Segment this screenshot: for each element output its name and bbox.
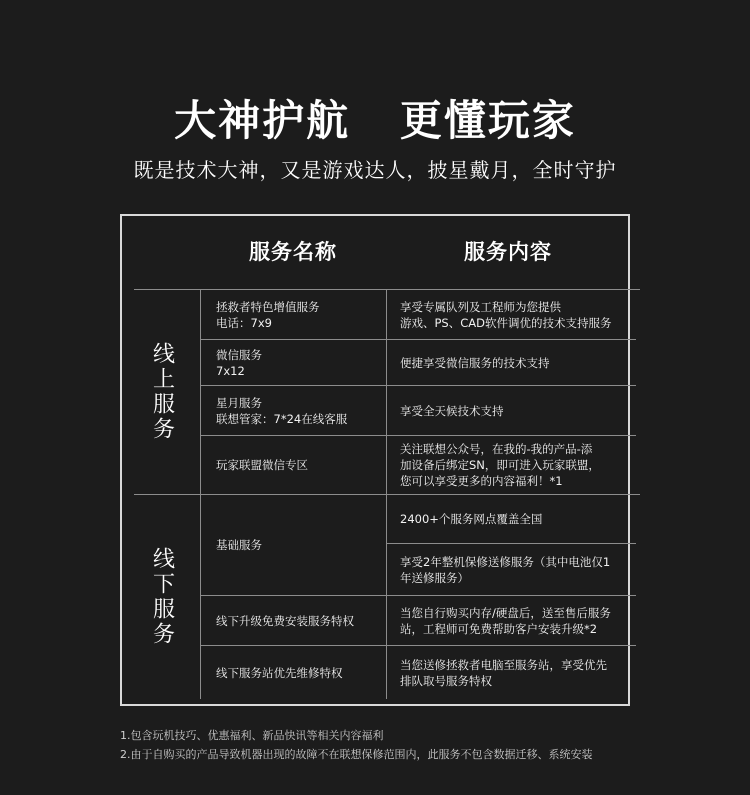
service-name-cell — [216, 340, 384, 385]
service-name-cell — [216, 436, 384, 494]
category-online-services: 线上服务 — [149, 341, 175, 442]
column-header-service-content: 服务内容 — [464, 240, 552, 264]
service-content-line: 享受2年整机保修送修服务（其中电池仅1 — [400, 554, 611, 569]
footnote: 1.包含玩机技巧、优惠福利、新品快讯等相关内容福利 — [120, 729, 384, 742]
footnote: 2.由于自购买的产品导致机器出现的故障不在联想保修范围内，此服务不包含数据迁移、系统安装 — [120, 748, 593, 761]
service-content-line: 当您自行购买内存/硬盘后，送至售后服务 — [400, 605, 611, 620]
service-name-line: 基础服务 — [216, 538, 262, 552]
service-name-cell — [216, 290, 384, 339]
service-content-line: 关注联想公众号，在我的-我的产品-添 — [400, 442, 593, 456]
column-header-service-name: 服务名称 — [249, 240, 337, 264]
service-name-cell — [216, 386, 384, 435]
service-content-cell — [400, 436, 636, 494]
service-content-line: 享受全天候技术支持 — [400, 403, 504, 418]
service-content-line: 您可以享受更多的内容福利！*1 — [400, 474, 563, 488]
divider-column — [200, 289, 201, 699]
service-name-cell — [216, 646, 384, 699]
page-title: 大神护航 更懂玩家 — [174, 96, 576, 145]
service-content-cell — [400, 290, 636, 339]
service-name-cell — [216, 596, 384, 645]
service-content-line: 享受专属队列及工程师为您提供 — [400, 299, 561, 314]
service-name-line: 线下服务站优先维修特权 — [216, 665, 343, 680]
service-content-cell — [400, 544, 636, 595]
service-content-cell — [400, 495, 636, 543]
service-content-cell — [400, 596, 636, 645]
divider-column — [386, 289, 387, 699]
service-name-line: 拯救者特色增值服务 — [216, 299, 320, 314]
service-content-cell — [400, 340, 636, 385]
service-content-line: 便捷享受微信服务的技术支持 — [400, 355, 550, 370]
service-name-line: 线下升级免费安装服务特权 — [216, 613, 354, 628]
service-content-line: 年送修服务） — [400, 570, 469, 585]
service-name-cell — [216, 495, 384, 595]
service-content-line: 当您送修拯救者电脑至服务站，享受优先 — [400, 657, 607, 672]
service-content-line: 加设备后绑定SN，即可进入玩家联盟， — [400, 458, 600, 472]
service-name-line: 电话：7x9 — [216, 315, 272, 330]
service-name-line: 玩家联盟微信专区 — [216, 458, 308, 472]
service-content-line: 2400+个服务网点覆盖全国 — [400, 512, 543, 526]
page-subtitle: 既是技术大神，又是游戏达人，披星戴月，全时守护 — [133, 158, 617, 182]
service-content-cell — [400, 386, 636, 435]
service-content-cell — [400, 646, 636, 699]
service-name-line: 微信服务 — [216, 347, 262, 362]
service-name-line: 7x12 — [216, 363, 245, 378]
service-content-line: 游戏、PS、CAD软件调优的技术支持服务 — [400, 315, 612, 330]
service-name-line: 星月服务 — [216, 395, 262, 410]
service-content-line: 站，工程师可免费帮助客户安装升级*2 — [400, 621, 598, 636]
category-offline-services: 线下服务 — [149, 546, 175, 647]
service-content-line: 排队取号服务特权 — [400, 673, 492, 688]
service-name-line: 联想管家：7*24在线客服 — [216, 411, 348, 426]
